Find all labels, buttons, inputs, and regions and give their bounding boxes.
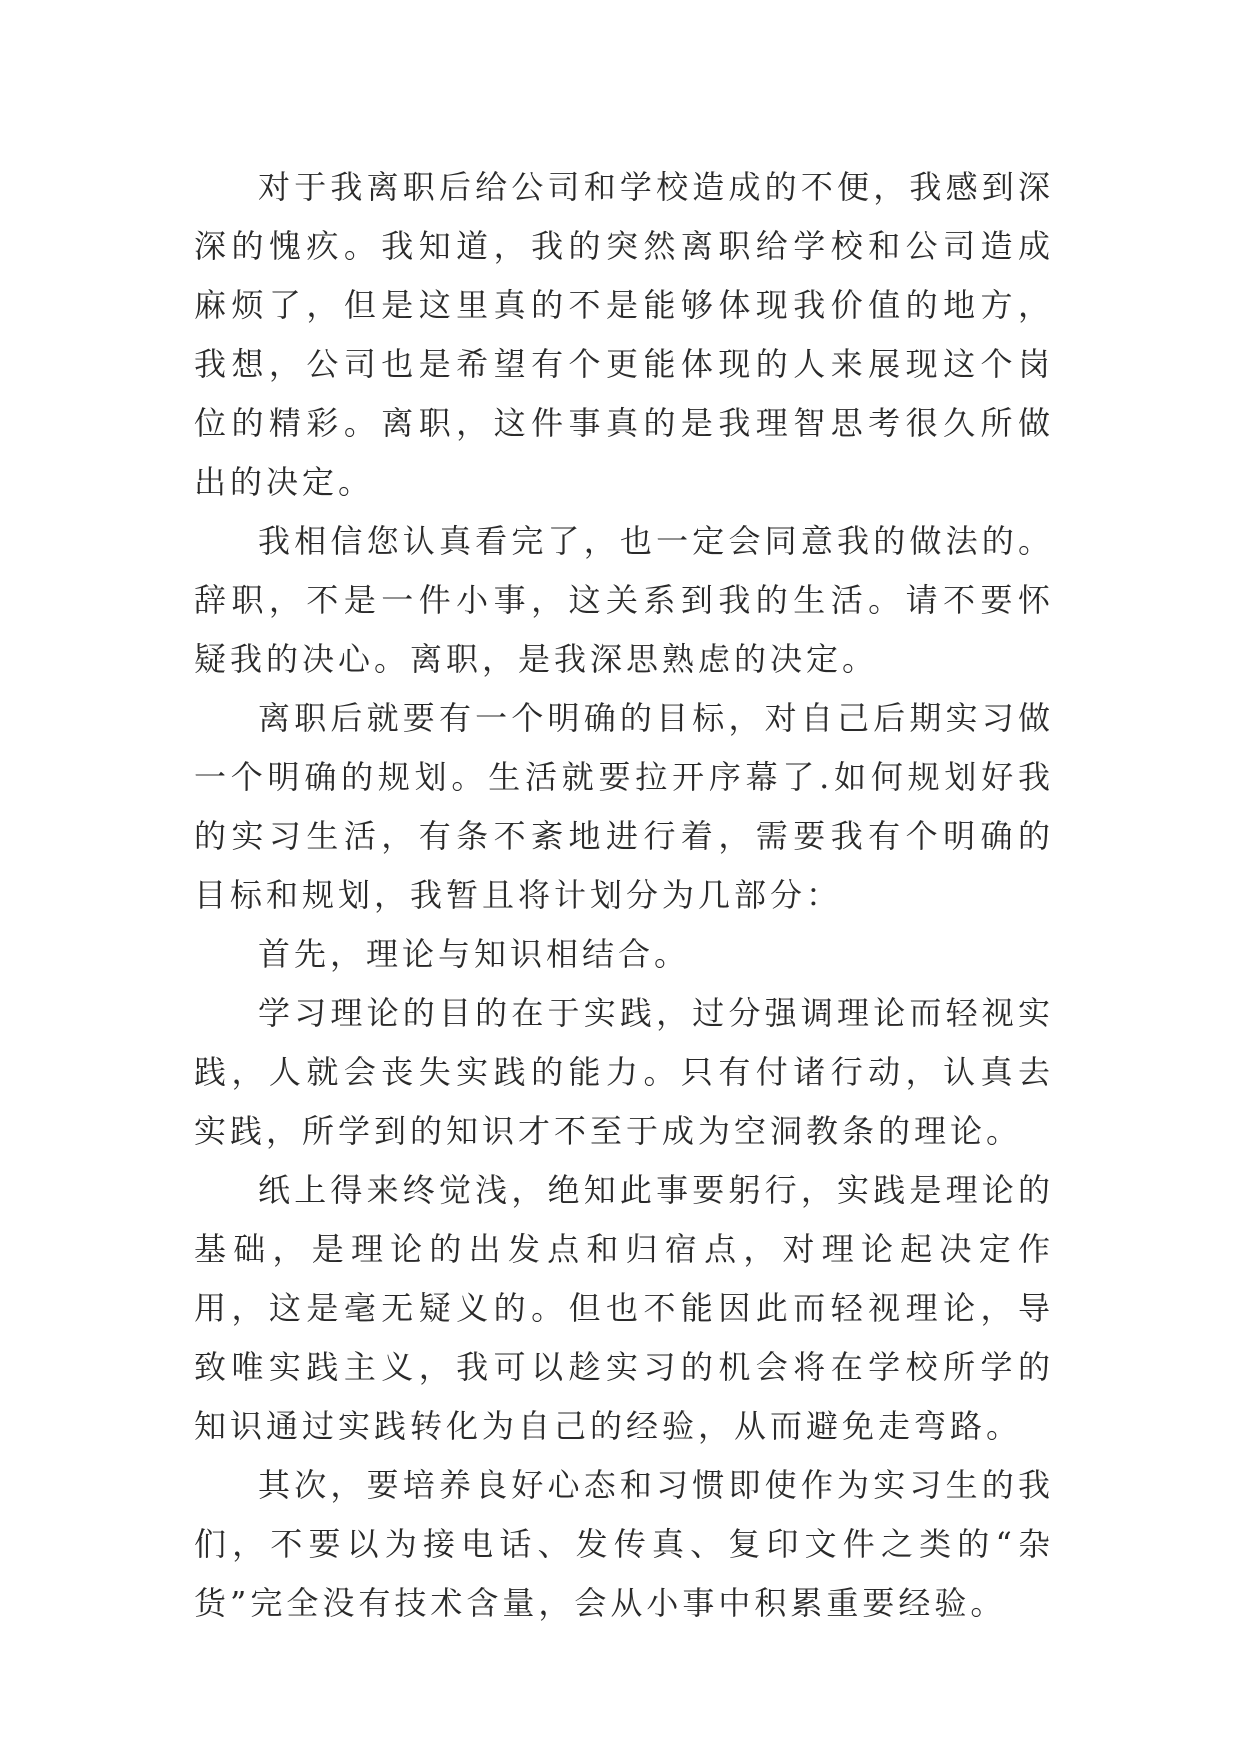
paragraph-1: 对于我离职后给公司和学校造成的不便，我感到深深的愧疚。我知道，我的突然离职给学校和公司造成麻烦了，但是这里真的不是能够体现我价值的地方，我想，公司也是希望有个更能体现的人来展现这个岗位的精彩。离职，这件事真的是我理智思考很久所做出的决定。: [194, 168, 1054, 501]
paragraph-3: 离职后就要有一个明确的目标，对自己后期实习做一个明确的规划。生活就要拉开序幕了.如何规划好我的实习生活，有条不紊地进行着，需要我有个明确的目标和规划，我暂且将计划分为几部分：: [194, 699, 1054, 914]
paragraph-6: 纸上得来终觉浅，绝知此事要躬行，实践是理论的基础，是理论的出发点和归宿点，对理论起决定作用，这是毫无疑义的。但也不能因此而轻视理论，导致唯实践主义，我可以趁实习的机会将在学校所学的知识通过实践转化为自己的经验，从而避免走弯路。: [194, 1171, 1054, 1445]
document-body: [194, 158, 1054, 1633]
paragraph-2: 我相信您认真看完了，也一定会同意我的做法的。辞职，不是一件小事，这关系到我的生活。请不要怀疑我的决心。离职，是我深思熟虑的决定。: [194, 522, 1054, 678]
paragraph-4: 首先，理论与知识相结合。: [258, 935, 691, 973]
paragraph-7: 其次，要培养良好心态和习惯即使作为实习生的我们，不要以为接电话、发传真、复印文件之类的“杂货”完全没有技术含量，会从小事中积累重要经验。: [194, 1466, 1054, 1622]
paragraph-5: 学习理论的目的在于实践，过分强调理论而轻视实践，人就会丧失实践的能力。只有付诸行动，认真去实践，所学到的知识才不至于成为空洞教条的理论。: [194, 994, 1054, 1150]
